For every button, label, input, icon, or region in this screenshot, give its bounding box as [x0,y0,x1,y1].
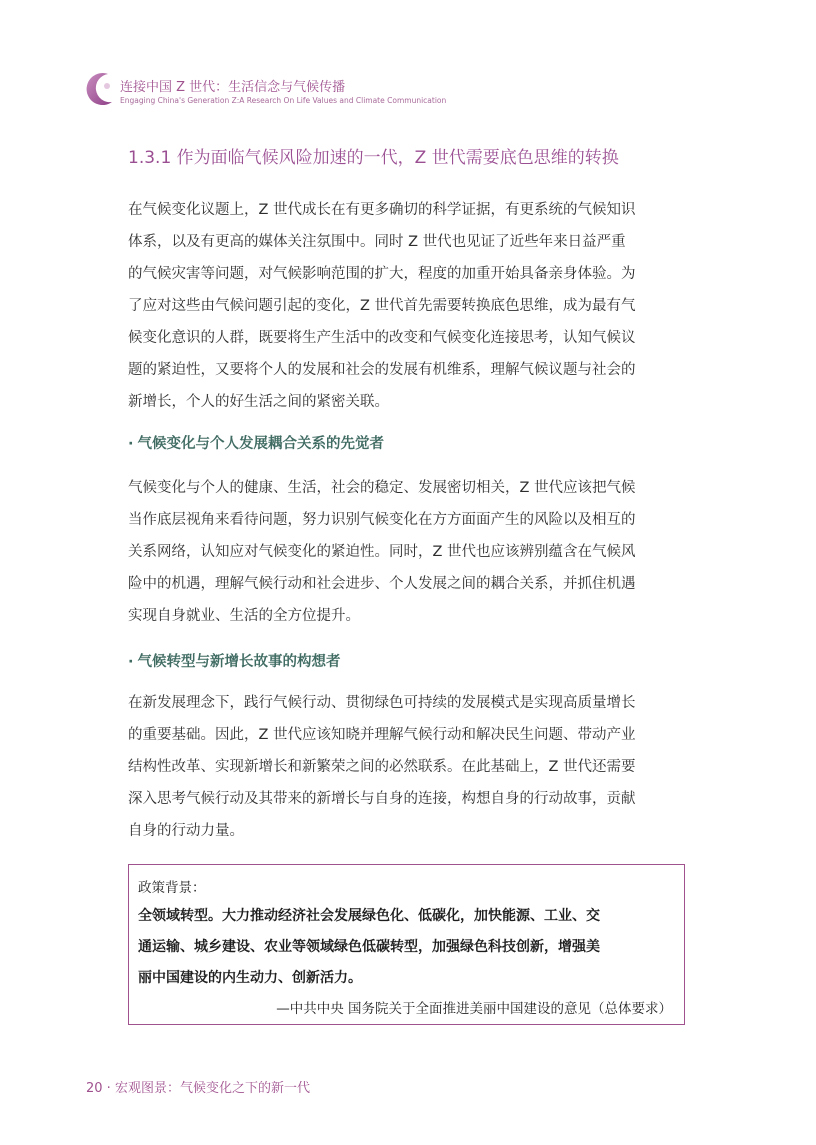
paragraph-line: 深入思考气候行动及其带来的新增长与自身的连接，构想自身的行动故事，贡献 [128,791,636,807]
subsection-title: 气候转型与新增长故事的构想者 [137,654,341,670]
bullet-icon: · [128,654,134,670]
bullet-icon: · [128,436,134,452]
paragraph-line: 险中的机遇，理解气候行动和社会进步、个人发展之间的耦合关系，并抓住机遇 [128,576,636,592]
paragraph-line: 气候变化与个人的健康、生活，社会的稳定、发展密切相关，Z 世代应该把气候 [128,480,636,496]
paragraph-line: 的气候灾害等问题，对气候影响范围的扩大，程度的加重开始具备亲身体验。为 [128,266,636,282]
paragraph-line: 体系，以及有更高的媒体关注氛围中。同时 Z 世代也见证了近些年来日益严重 [128,234,626,250]
header-title: 连接中国 Z 世代：生活信念与气候传播 [120,80,346,95]
paragraph-line: 实现自身就业、生活的全方位提升。 [128,608,360,624]
subsection-heading-2 [128,650,341,671]
paragraph-line: 的重要基础。因此，Z 世代应该知晓并理解气候行动和解决民生问题、带动产业 [128,727,636,743]
intro-paragraph [128,194,688,418]
paragraph-line: 当作底层视角来看待问题，努力识别气候变化在方方面面产生的风险以及相互的 [128,512,636,528]
page-footer: 20 · 宏观图景：气候变化之下的新一代 [86,1081,310,1096]
page-header [86,72,586,112]
policy-line: 丽中国建设的内生动力、创新活力。 [138,970,362,986]
policy-source: —中共中央 国务院关于全面推进美丽中国建设的意见（总体要求） [276,1001,672,1017]
paragraph-line: 在新发展理念下，践行气候行动、贯彻绿色可持续的发展模式是实现高质量增长 [128,695,636,711]
paragraph-line: 题的紧迫性，又要将个人的发展和社会的发展有机维系，理解气候议题与社会的 [128,362,636,378]
paragraph-line: 了应对这些由气候问题引起的变化，Z 世代首先需要转换底色思维，成为最有气 [128,298,636,314]
policy-line: 全领域转型。大力推动经济社会发展绿色化、低碳化，加快能源、工业、交 [138,908,600,924]
policy-line: 通运输、城乡建设、农业等领域绿色低碳转型，加强绿色科技创新，增强美 [138,939,600,955]
paragraph-line: 候变化意识的人群，既要将生产生活中的改变和气候变化连接思考，认知气候议 [128,330,636,346]
paragraph-line: 在气候变化议题上，Z 世代成长在有更多确切的科学证据，有更系统的气候知识 [128,202,636,218]
subsection-title: 气候变化与个人发展耦合关系的先觉者 [137,436,385,452]
paragraph-line: 结构性改革、实现新增长和新繁荣之间的必然联系。在此基础上，Z 世代还需要 [128,759,636,775]
subsection-heading-1 [128,432,384,453]
policy-text [138,901,678,994]
section-title: 1.3.1 作为面临气候风险加速的一代，Z 世代需要底色思维的转换 [128,148,619,168]
subsection-1-paragraph [128,472,688,632]
policy-background-box [128,864,685,1025]
paragraph-line: 自身的行动力量。 [128,823,244,839]
policy-label: 政策背景： [138,880,206,896]
paragraph-line: 关系网络，认知应对气候变化的紧迫性。同时，Z 世代也应该辨别蕴含在气候风 [128,544,636,560]
crescent-logo-icon [86,72,116,106]
paragraph-line: 新增长，个人的好生活之间的紧密关联。 [128,394,389,410]
subsection-2-paragraph [128,687,688,847]
header-subtitle: Engaging China's Generation Z:A Research On Life Values and Climate Communication [120,96,447,105]
